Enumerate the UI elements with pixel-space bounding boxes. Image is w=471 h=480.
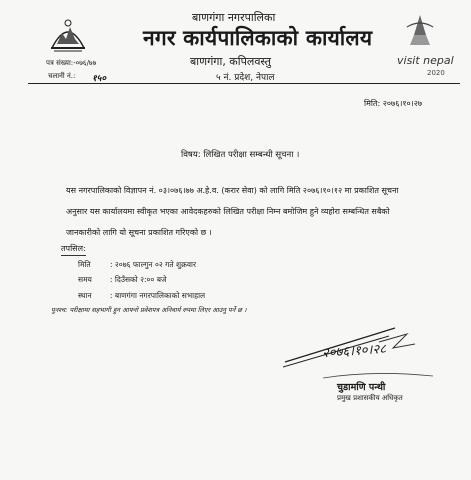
details-venue-value: : बाणगंगा नगरपालिकाको सभाहाल xyxy=(110,291,206,300)
dispatch-label: चलानी नं.: xyxy=(48,72,76,80)
municipality-name: बाणगंगा नगरपालिका xyxy=(192,11,276,24)
signatory-title: प्रमुख प्रशासकीय अधिकृत xyxy=(337,394,403,402)
details-time-value: : दिउँसको २:०० बजे xyxy=(110,275,167,284)
details-time-label: समय xyxy=(78,275,92,284)
visit-nepal-year: 2020 xyxy=(427,69,445,77)
nepal-emblem-icon xyxy=(48,14,88,52)
dispatch-number: १५० xyxy=(92,74,107,84)
details-date-value: : २०७६ फाल्गुन ०२ गते शुक्रवार xyxy=(110,260,197,269)
district-line: बाणगंगा, कपिलवस्तु xyxy=(190,55,271,68)
subject-line: विषय: लिखित परीक्षा सम्बन्धी सूचना । xyxy=(181,150,300,160)
body-paragraph: यस नगरपालिकाको विज्ञापन नं. ०३।०७६।७७ अ.हे.व. (करार सेवा) को लागि मिति २०७६।१०।१२ मा प्रकाशित सूचना अनुसार यस कार्यालयमा स्वीकृत भएका आवेदकहरुको लिखित परीक्षा निम्न बमोजिम हुने व्यहोरा सम्बन्धित सबैको जानकारीको लागि यो सूचना प्रकाशित गरिएको छ । xyxy=(66,186,399,237)
details-heading: तपसिल: xyxy=(61,243,86,256)
signatory-name: चुडामणि पन्थी xyxy=(337,382,386,393)
postscript-note: पुनश्च: परीक्षामा सहभागी हुन आफ्नो प्रवेशपत्र अनिवार्य रुपमा लिएर आउनु पर्ने छ । xyxy=(51,306,247,314)
details-date-label: मिति xyxy=(78,260,91,269)
office-title: नगर कार्यपालिकाको कार्यालय xyxy=(143,26,373,50)
details-venue-label: स्थान xyxy=(78,291,92,300)
letter-date: मिति: २०७६।१०।२७ xyxy=(364,99,423,108)
visit-nepal-text: visit nepal xyxy=(397,54,454,67)
handwritten-date: २०७६।१०।२८ xyxy=(321,341,387,362)
reference-number: पत्र संख्या:-०७६/७७ xyxy=(46,59,97,67)
province-line: ५ नं. प्रदेश, नेपाल xyxy=(216,73,275,83)
header-divider xyxy=(28,83,460,84)
